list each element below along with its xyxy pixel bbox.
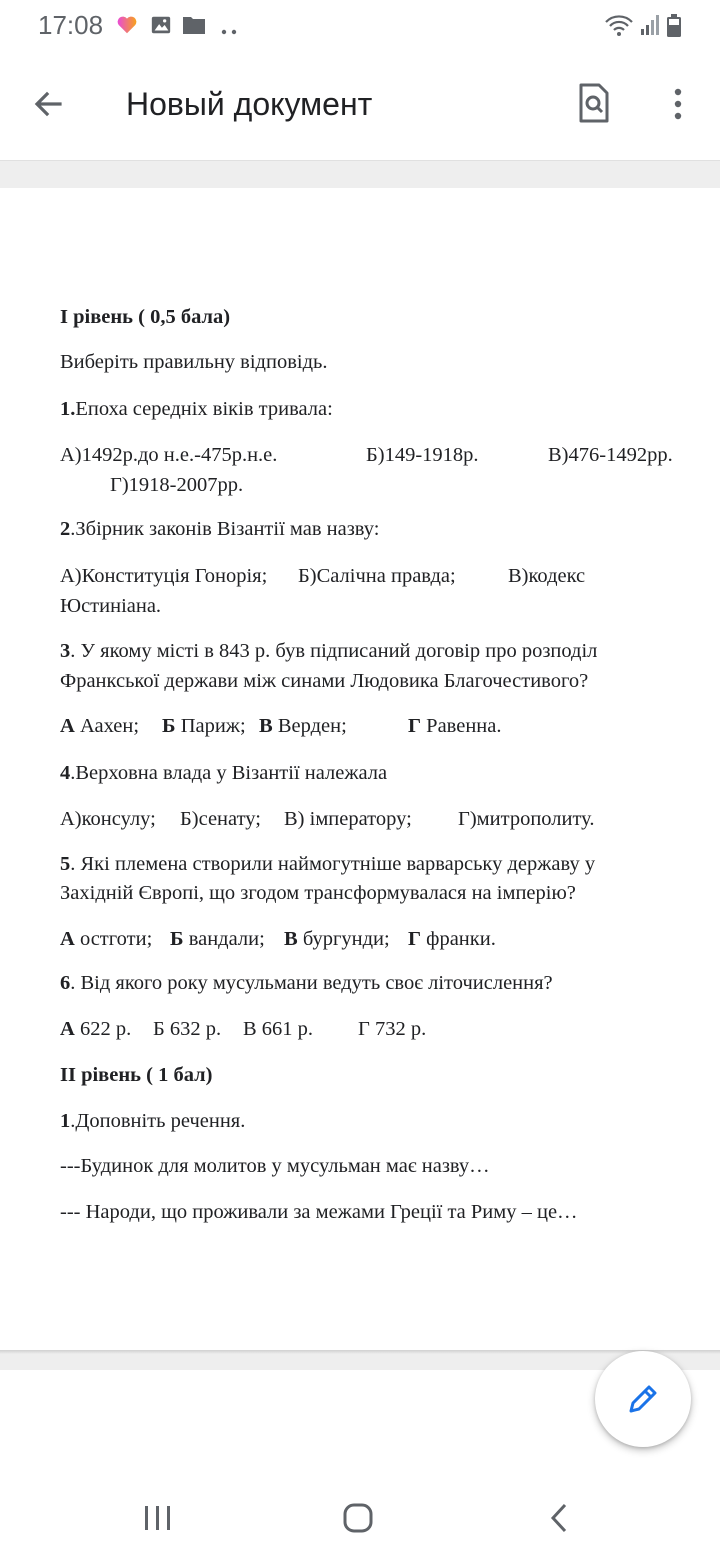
edit-fab-button[interactable] xyxy=(595,1351,691,1447)
q3-text-line2: Франкської держави між синами Людовика Благочестивого? xyxy=(60,670,589,692)
instruction-text: Виберіть правильну відповідь. xyxy=(60,351,328,373)
q1-options: А)1492р.до н.е.-475р.н.е. Б)149-1918р. В)476-1492рр. xyxy=(60,444,673,466)
app-bar xyxy=(0,52,720,161)
document-search-icon[interactable] xyxy=(576,82,612,129)
q2-option-c-cont: Юстиніана. xyxy=(60,595,162,617)
document-page[interactable] xyxy=(0,188,720,1350)
q4-text: 4.Верховна влада у Візантії належала xyxy=(60,762,388,784)
signal-icon xyxy=(640,14,660,41)
q3-text-line1: 3. У якому місті в 843 р. був підписаний договір про розподіл xyxy=(60,640,598,662)
edit-pencil-icon xyxy=(625,1381,661,1422)
status-bar xyxy=(0,0,720,52)
q6-text: 6. Від якого року мусульмани ведуть своє літочислення? xyxy=(60,972,553,994)
q1-option-d: Г)1918-2007рр. xyxy=(110,474,244,496)
document-title: Новый документ xyxy=(126,86,373,122)
heart-app-icon xyxy=(116,14,138,41)
task1-text: 1.Доповніть речення. xyxy=(60,1110,246,1132)
battery-icon xyxy=(666,14,682,43)
back-arrow-icon[interactable] xyxy=(30,86,66,127)
level1-heading: І рівень ( 0,5 бала) xyxy=(60,306,231,328)
folder-icon xyxy=(182,14,206,41)
q1-text: 1.Епоха середніх віків тривала: xyxy=(60,398,333,420)
sentence-2: --- Народи, що проживали за межами Греції та Риму – це… xyxy=(60,1201,578,1223)
gallery-icon xyxy=(150,14,172,41)
more-dots-icon xyxy=(220,22,238,40)
system-nav-bar xyxy=(0,1478,720,1560)
q5-text-line1: 5. Які племена створили наймогутніше варварську державу у xyxy=(60,853,596,875)
q6-options: А 622 р. Б 632 р. В 661 р. Г 732 р. xyxy=(60,1018,427,1040)
sentence-1: ---Будинок для молитов у мусульман має назву… xyxy=(60,1155,490,1177)
q3-options: А Аахен; Б Париж; В Верден; Г Равенна. xyxy=(60,715,502,737)
q5-options: А остготи; Б вандали; В бургунди; Г франки. xyxy=(60,928,496,950)
page-gutter-top xyxy=(0,161,720,188)
level2-heading: ІІ рівень ( 1 бал) xyxy=(60,1064,213,1086)
page-shadow xyxy=(0,1350,720,1354)
q2-text: 2.Збірник законів Візантії мав назву: xyxy=(60,518,380,540)
q2-options: А)Конституція Гонорія; Б)Салічна правда; В)кодекс xyxy=(60,565,586,587)
more-vert-icon[interactable] xyxy=(672,88,684,125)
recent-apps-icon[interactable] xyxy=(143,1504,173,1537)
wifi-icon xyxy=(604,14,634,43)
home-icon[interactable] xyxy=(342,1502,374,1539)
back-icon[interactable] xyxy=(548,1502,570,1539)
q5-text-line2: Західній Європі, що згодом трансформувалася на імперію? xyxy=(60,882,576,904)
status-time: 17:08 xyxy=(38,10,104,40)
q4-options: А)консулу; Б)сенату; В) імператору; Г)митрополиту. xyxy=(60,808,595,830)
